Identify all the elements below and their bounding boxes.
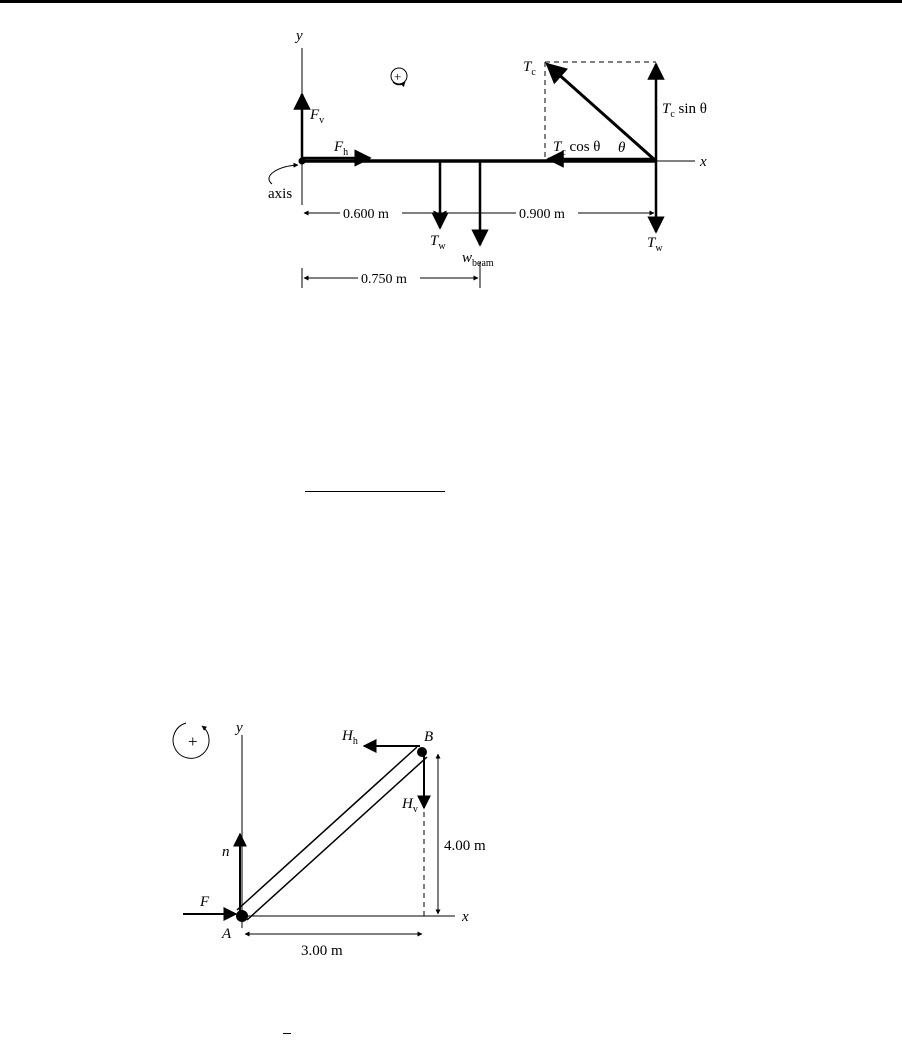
y-axis-label: y [296,28,303,44]
tc-sin-label: $T_c$ sin θ [662,101,707,120]
theta-label: θ [618,140,626,156]
y-axis-label-2: y [236,720,243,736]
dim-0900-label: 0.900 m [519,207,565,222]
tc-cos-label: $T_c$ cos θ [553,139,601,158]
dim-width-label: 3.00 m [301,943,343,959]
dim-height-label: 4.00 m [444,838,486,854]
blank-line [305,491,445,492]
axis-label: axis [268,186,293,202]
force-fh-label: $F_h$ [334,139,349,158]
x-axis-label-2: x [462,909,469,925]
normal-force-label: n [222,844,230,860]
axis-pointer-arrow [269,165,298,184]
force-f-label: F [200,894,210,910]
positive-rotation-icon [391,68,407,85]
tension-tc-label: $T_c$ [523,59,536,78]
bottom-short-rule [283,1033,291,1034]
ladder-edge-1 [237,747,417,910]
x-axis-label: x [700,154,707,170]
figure-ladder-free-body [0,700,902,970]
positive-rotation-icon-2 [173,723,209,758]
point-b-dot [417,747,427,757]
svg-text:+: + [188,732,198,751]
point-a-label: A [222,926,232,942]
tension-tw-mid-label: $T_w$ [430,233,446,252]
point-a-dot [236,910,248,922]
force-fv-label: $F_v$ [310,107,325,126]
figure-beam-free-body [0,0,902,300]
ladder-edge-2 [247,757,427,920]
dim-0750-label: 0.750 m [361,272,407,287]
dim-0600-label: 0.600 m [343,207,389,222]
force-hv-label: $H_v$ [402,796,418,815]
weight-beam-label: $w_{beam}$ [462,250,494,269]
force-hh-label: $H_h$ [342,728,358,747]
tension-tw-end-label: $T_w$ [647,235,663,254]
svg-text:+: + [394,69,402,84]
point-b-label: B [424,729,434,745]
